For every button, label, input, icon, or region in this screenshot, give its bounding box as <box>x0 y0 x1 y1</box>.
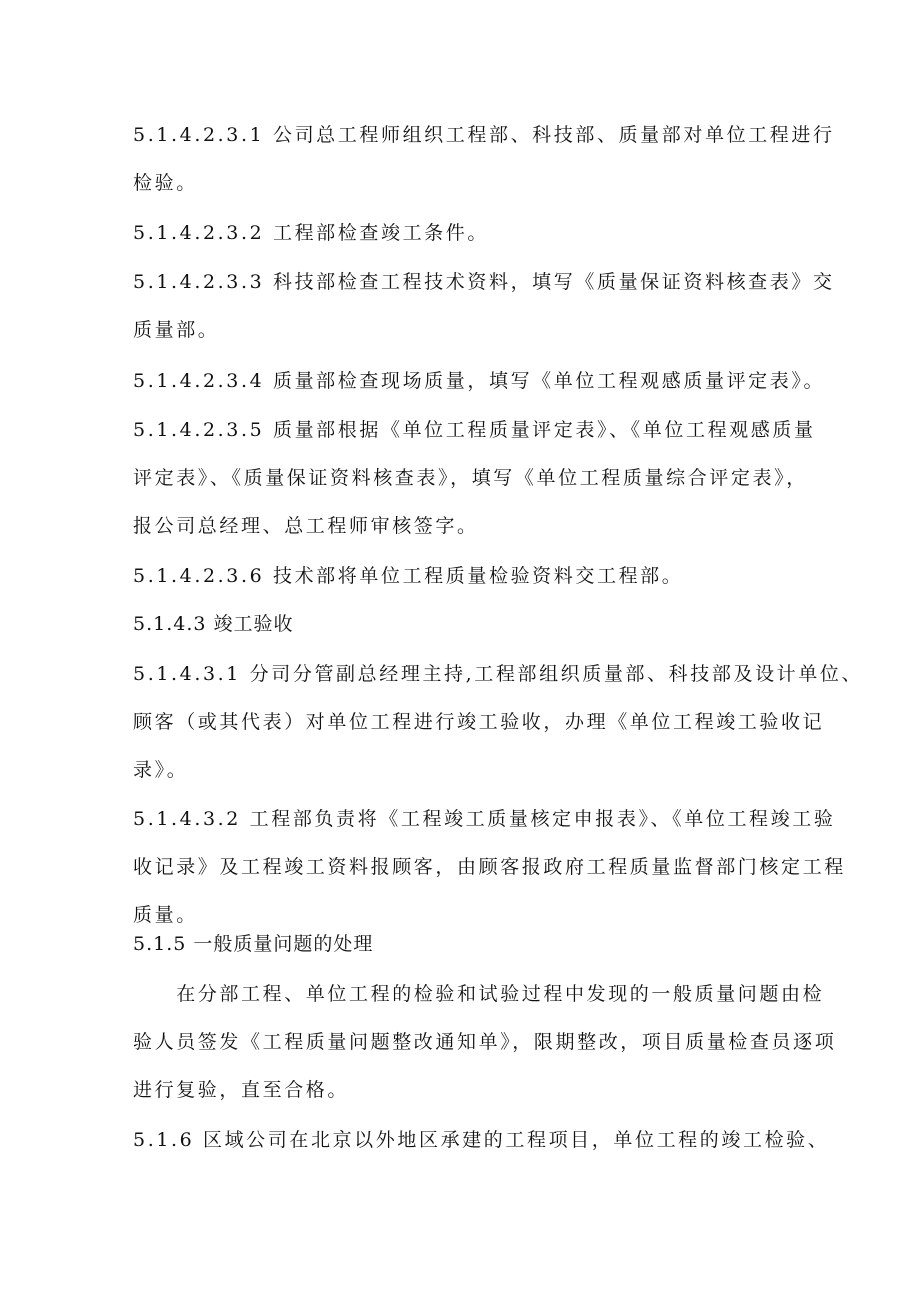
paragraph-5-1-4-2-3-2 <box>133 209 793 257</box>
text-line: 5.1.4.2.3.4 质量部检查现场质量，填写《单位工程观感质量评定表》。 <box>133 370 826 392</box>
paragraph-5-1-4-2-3-6 <box>133 552 793 600</box>
text-line: 5.1.4.2.3.2 工程部检查竣工条件。 <box>133 222 489 244</box>
text-line: 报公司总经理、总工程师审核签字。 <box>133 515 479 537</box>
text-line: 进行复验，直至合格。 <box>133 1079 350 1101</box>
paragraph-5-1-4-3-1 <box>133 650 864 794</box>
section-heading-5-1-4-3 <box>133 600 793 648</box>
text-line: 在分部工程、单位工程的检验和试验过程中发现的一般质量问题由检 <box>133 983 825 1005</box>
section-heading-5-1-5 <box>133 920 793 968</box>
text-line: 5.1.4.2.3.6 技术部将单位工程质量检验资料交工程部。 <box>133 565 684 587</box>
text-line: 5.1.4.2.3.5 质量部根据《单位工程质量评定表》、《单位工程观感质量 <box>133 419 816 441</box>
text-line: 检验。 <box>133 172 198 194</box>
text-line: 5.1.4.2.3.1 公司总工程师组织工程部、科技部、质量部对单位工程进行 <box>133 124 835 146</box>
paragraph-5-1-4-3-2 <box>133 795 846 939</box>
text-line: 质量。 <box>133 904 198 926</box>
paragraph-general-quality-issues <box>133 970 837 1114</box>
text-line: 5.1.4.3 竣工验收 <box>133 613 294 635</box>
text-line: 5.1.5 一般质量问题的处理 <box>133 933 374 955</box>
text-line: 验人员签发《工程质量问题整改通知单》，限期整改，项目质量检查员逐项 <box>133 1031 837 1053</box>
text-line: 录》。 <box>133 759 189 781</box>
paragraph-5-1-4-2-3-5 <box>133 406 816 550</box>
text-line: 顾客（或其代表）对单位工程进行竣工验收，办理《单位工程竣工验收记 <box>133 711 825 733</box>
text-line: 5.1.6 区域公司在北京以外地区承建的工程项目，单位工程的竣工检验、 <box>133 1129 830 1151</box>
text-line: 评定表》、《质量保证资料核查表》，填写《单位工程质量综合评定表》， <box>133 467 808 489</box>
paragraph-5-1-6 <box>133 1116 830 1164</box>
paragraph-5-1-4-2-3-4 <box>133 357 826 405</box>
text-line: 5.1.4.3.2 工程部负责将《工程竣工质量核定申报表》、《单位工程竣工验 <box>133 808 836 830</box>
paragraph-5-1-4-2-3-1 <box>133 111 835 207</box>
text-line: 质量部。 <box>133 319 220 341</box>
paragraph-5-1-4-2-3-3 <box>133 258 835 354</box>
text-line: 收记录》及工程竣工资料报顾客，由顾客报政府工程质量监督部门核定工程 <box>133 856 846 878</box>
text-line: 5.1.4.2.3.3 科技部检查工程技术资料，填写《质量保证资料核查表》交 <box>133 271 835 293</box>
text-line: 5.1.4.3.1 分司分管副总经理主持,工程部组织质量部、科技部及设计单位、 <box>133 663 864 685</box>
